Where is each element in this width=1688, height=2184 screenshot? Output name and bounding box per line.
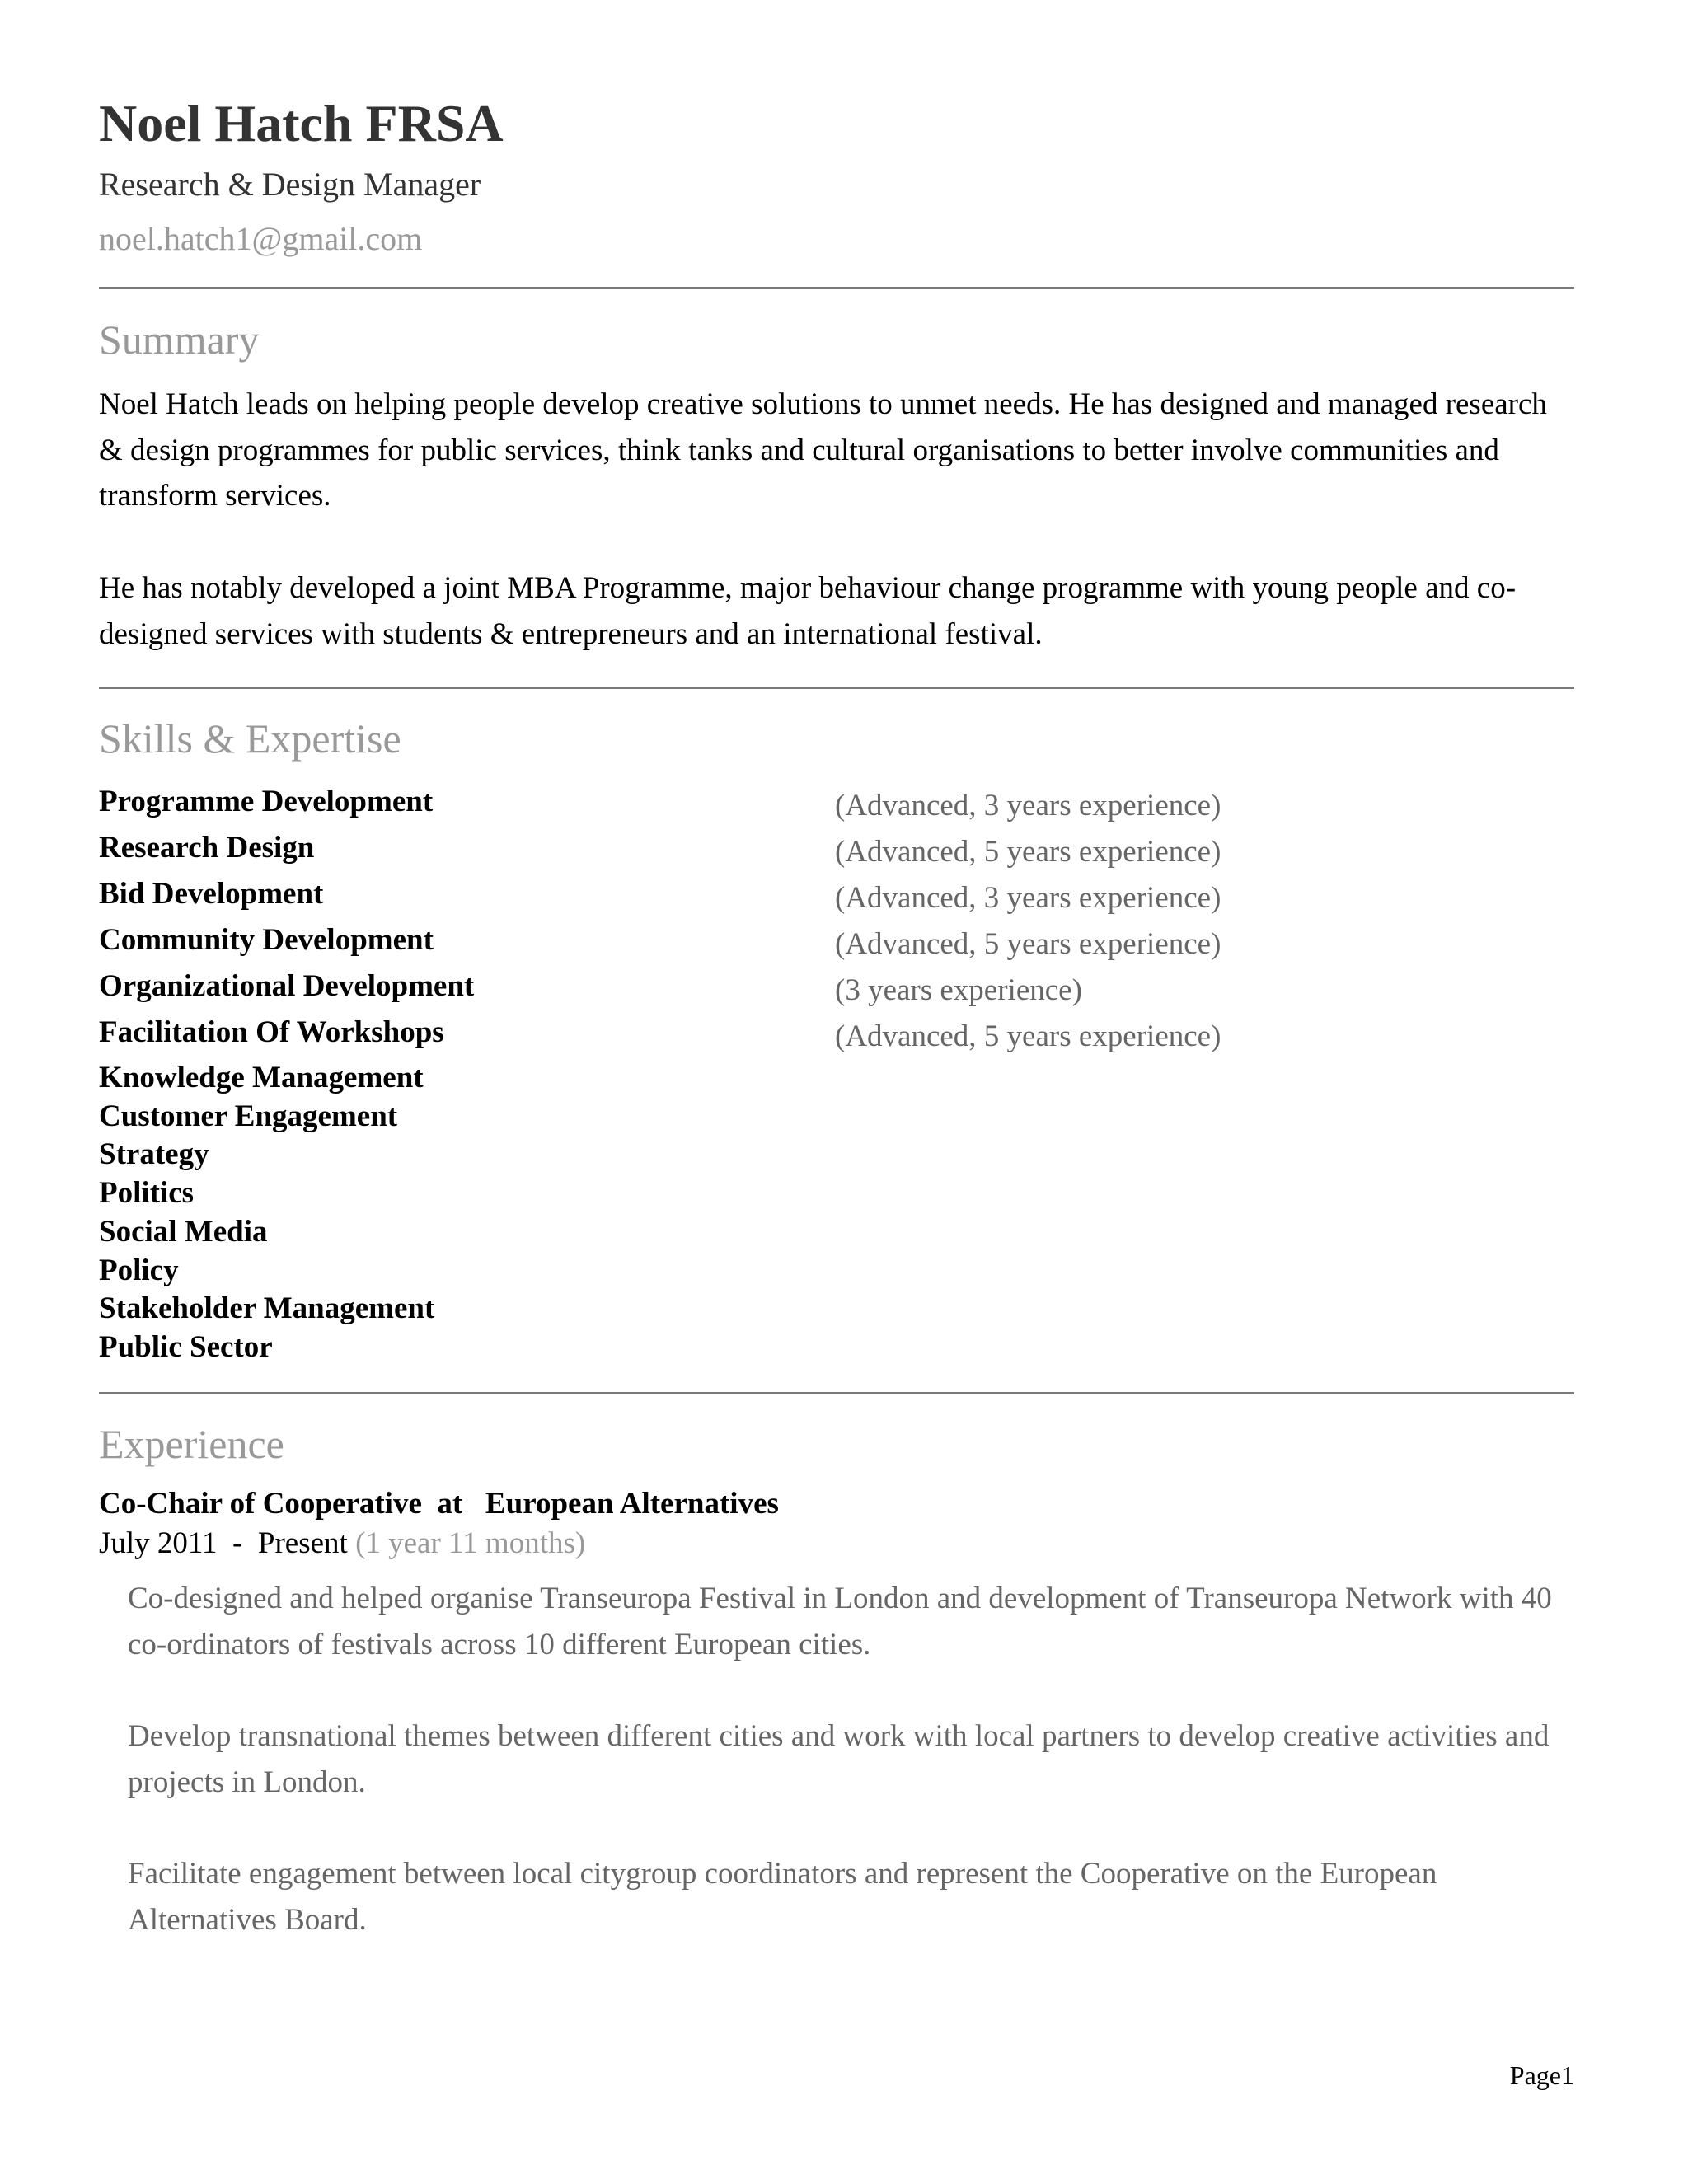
skill-name: Stakeholder Management [99, 1291, 435, 1325]
skill-name: Politics [99, 1176, 195, 1210]
divider-summary [99, 687, 1574, 689]
job-duration: (1 year 11 months) [355, 1526, 586, 1560]
summary-paragraph-2: He has notably developed a joint MBA Programme, major behaviour change programme with young people and co-designed services with students & entrepreneurs and an international festival. [99, 571, 1517, 651]
page-number: Page1 [1509, 2060, 1574, 2090]
skill-name: Customer Engagement [99, 1099, 398, 1133]
skill-level: (3 years experience) [835, 973, 1082, 1007]
skills-heading: Skills & Expertise [99, 715, 401, 762]
skill-name: Organizational Development [99, 969, 475, 1003]
person-email[interactable]: noel.hatch1@gmail.com [99, 220, 423, 257]
skill-level: (Advanced, 3 years experience) [835, 881, 1221, 915]
summary-heading: Summary [99, 316, 260, 363]
job-title: Co-Chair of Cooperative at European Alternatives [99, 1487, 779, 1521]
job-dates [99, 1525, 585, 1563]
divider-header [99, 287, 1574, 289]
resume-page [99, 0, 1574, 2184]
skill-name: Public Sector [99, 1330, 273, 1364]
skill-name: Research Design [99, 831, 315, 865]
skill-name: Facilitation Of Workshops [99, 1015, 444, 1049]
job-description-3: Facilitate engagement between local citygroup coordinators and represent the Cooperative on the European Alternatives Board. [128, 1857, 1437, 1937]
skill-name: Policy [99, 1254, 179, 1287]
divider-skills [99, 1392, 1574, 1394]
job-description-2: Develop transnational themes between different cities and work with local partners to develop creative activities and projects in London. [128, 1719, 1550, 1799]
skill-name: Community Development [99, 923, 434, 957]
job-date-range: July 2011 - Present [99, 1526, 348, 1560]
skill-level: (Advanced, 5 years experience) [835, 835, 1221, 869]
summary-paragraph-1: Noel Hatch leads on helping people develop creative solutions to unmet needs. He has designed and managed research & design programmes for public services, think tanks and cultural organisations to better involve communities and transform services. [99, 387, 1547, 513]
experience-heading: Experience [99, 1421, 284, 1467]
person-name: Noel Hatch FRSA [99, 94, 504, 152]
person-headline: Research & Design Manager [99, 166, 481, 203]
skill-name: Bid Development [99, 877, 324, 911]
skill-name: Social Media [99, 1215, 268, 1249]
skill-name: Strategy [99, 1137, 209, 1171]
skill-name: Programme Development [99, 785, 434, 818]
skill-level: (Advanced, 5 years experience) [835, 927, 1221, 961]
skill-level: (Advanced, 3 years experience) [835, 789, 1221, 823]
skill-level: (Advanced, 5 years experience) [835, 1019, 1221, 1053]
job-description-1: Co-designed and helped organise Transeuropa Festival in London and development of Transeuropa Network with 40 co-ordinators of festivals across 10 different European cities. [128, 1582, 1552, 1661]
skill-name: Knowledge Management [99, 1061, 424, 1094]
